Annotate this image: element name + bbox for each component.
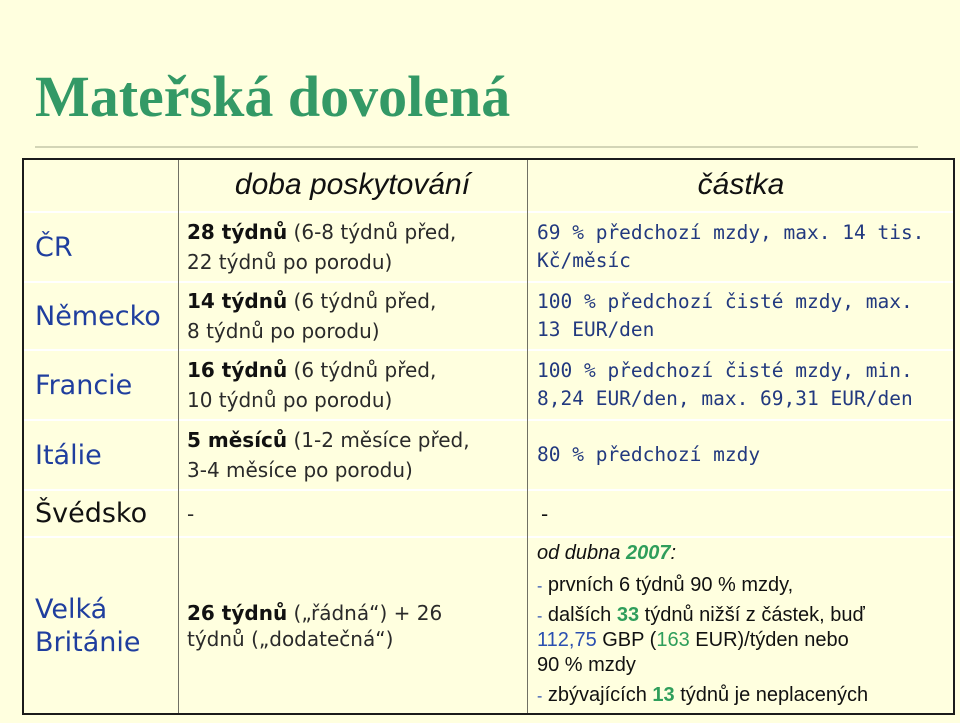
duration-dash: - bbox=[187, 501, 195, 526]
amount-cell-cr bbox=[527, 212, 955, 282]
title-divider bbox=[35, 146, 918, 148]
bullet-text-before: dalších bbox=[547, 604, 612, 626]
header-country-cell bbox=[22, 158, 178, 212]
duration-cell-velka-britanie bbox=[178, 537, 527, 715]
duration-line-1 bbox=[187, 425, 527, 455]
bullet-marker: - bbox=[537, 608, 543, 625]
header-duration-label: doba poskytování bbox=[234, 168, 471, 201]
intro-year: 2007 bbox=[625, 542, 671, 564]
amount-cell-velka-britanie bbox=[527, 537, 955, 715]
amount-cell-francie bbox=[527, 350, 955, 420]
amount-cell-svedsko bbox=[527, 490, 955, 537]
maternity-leave-table bbox=[22, 158, 955, 715]
country-label: Itálie bbox=[35, 439, 102, 471]
header-amount-cell bbox=[527, 158, 955, 212]
duration-detail: (6-8 týdnů před, bbox=[293, 220, 457, 244]
country-cell-svedsko bbox=[22, 490, 178, 537]
amount-cell-nemecko bbox=[527, 282, 955, 350]
bullet-line-1 bbox=[537, 570, 793, 602]
country-label: ČR bbox=[35, 231, 73, 263]
duration-cell-svedsko bbox=[178, 490, 527, 537]
amount-intro-line bbox=[537, 538, 676, 568]
country-cell-italie bbox=[22, 420, 178, 490]
duration-line-1 bbox=[187, 286, 527, 316]
bullet-weeks: 33 bbox=[616, 604, 640, 626]
duration-cell-francie bbox=[178, 350, 527, 420]
country-label-line-2: Británie bbox=[35, 627, 141, 658]
country-cell-velka-britanie bbox=[22, 537, 178, 715]
amount-line-1: 69 % předchozí mzdy, max. 14 tis. bbox=[537, 221, 925, 244]
amount-line-1: 100 % předchozí čisté mzdy, min. bbox=[537, 359, 913, 382]
duration-weeks: 14 týdnů bbox=[187, 289, 288, 313]
duration-weeks: 16 týdnů bbox=[187, 358, 288, 382]
duration-line-1 bbox=[187, 217, 527, 247]
duration-months: 5 měsíců bbox=[187, 428, 288, 452]
header-amount-label: částka bbox=[697, 168, 785, 201]
bullet-weeks: 13 bbox=[652, 684, 675, 706]
header-duration-cell bbox=[178, 158, 527, 212]
bullet-text-after: týdnů je neplacených bbox=[680, 684, 869, 706]
intro-suffix: : bbox=[670, 542, 677, 564]
amount-line-1: 80 % předchozí mzdy bbox=[537, 443, 761, 466]
duration-line-2: týdnů („dodatečná“) bbox=[187, 627, 394, 651]
country-label: Švédsko bbox=[35, 498, 148, 529]
bullet-line-2-alternative bbox=[537, 650, 636, 680]
intro-text: od dubna bbox=[537, 542, 621, 564]
country-label: Francie bbox=[35, 369, 133, 401]
amount-dash: - bbox=[541, 501, 549, 526]
country-cell-cr bbox=[22, 212, 178, 282]
duration-detail: (1-2 měsíce před, bbox=[293, 428, 470, 452]
duration-line-2: 10 týdnů po porodu) bbox=[187, 388, 393, 412]
bullet-line-3 bbox=[537, 680, 868, 712]
slide-title: Mateřská dovolená bbox=[35, 64, 511, 129]
duration-weeks: 28 týdnů bbox=[187, 220, 288, 244]
eur-unit: EUR)/týden nebo bbox=[695, 629, 849, 651]
duration-line-1 bbox=[187, 355, 527, 385]
duration-detail: (6 týdnů před, bbox=[293, 289, 437, 313]
amount-line-1: 100 % předchozí čisté mzdy, max. bbox=[537, 290, 913, 313]
duration-line-2: 3-4 měsíce po porodu) bbox=[187, 458, 413, 482]
country-label: Německo bbox=[35, 300, 161, 332]
duration-cell-italie bbox=[178, 420, 527, 490]
country-cell-nemecko bbox=[22, 282, 178, 350]
bullet-text: prvních 6 týdnů 90 % mzdy, bbox=[547, 574, 794, 596]
duration-weeks: 26 týdnů bbox=[187, 601, 288, 625]
duration-line-2: 8 týdnů po porodu) bbox=[187, 319, 380, 343]
country-label-line-1: Velká bbox=[35, 594, 108, 625]
duration-cell-nemecko bbox=[178, 282, 527, 350]
gbp-unit: GBP ( bbox=[602, 629, 657, 651]
amount-cell-italie bbox=[527, 420, 955, 490]
bullet-marker: - bbox=[537, 688, 543, 705]
amount-line-2: 13 EUR/den bbox=[537, 318, 655, 341]
alternative-text: 90 % mzdy bbox=[537, 654, 636, 676]
country-cell-francie bbox=[22, 350, 178, 420]
eur-value: 163 bbox=[656, 629, 690, 651]
gbp-value: 112,75 bbox=[537, 629, 597, 651]
bullet-text-after: týdnů nižší z částek, buď bbox=[644, 604, 865, 626]
duration-detail: („řádná“) + 26 bbox=[293, 601, 443, 625]
duration-detail: (6 týdnů před, bbox=[293, 358, 437, 382]
duration-line-1 bbox=[187, 600, 527, 626]
duration-line-2: 22 týdnů po porodu) bbox=[187, 250, 393, 274]
amount-line-2: Kč/měsíc bbox=[537, 249, 631, 272]
duration-cell-cr bbox=[178, 212, 527, 282]
bullet-marker: - bbox=[537, 578, 543, 595]
bullet-text-before: zbývajících bbox=[547, 684, 647, 706]
amount-line-2: 8,24 EUR/den, max. 69,31 EUR/den bbox=[537, 387, 913, 410]
